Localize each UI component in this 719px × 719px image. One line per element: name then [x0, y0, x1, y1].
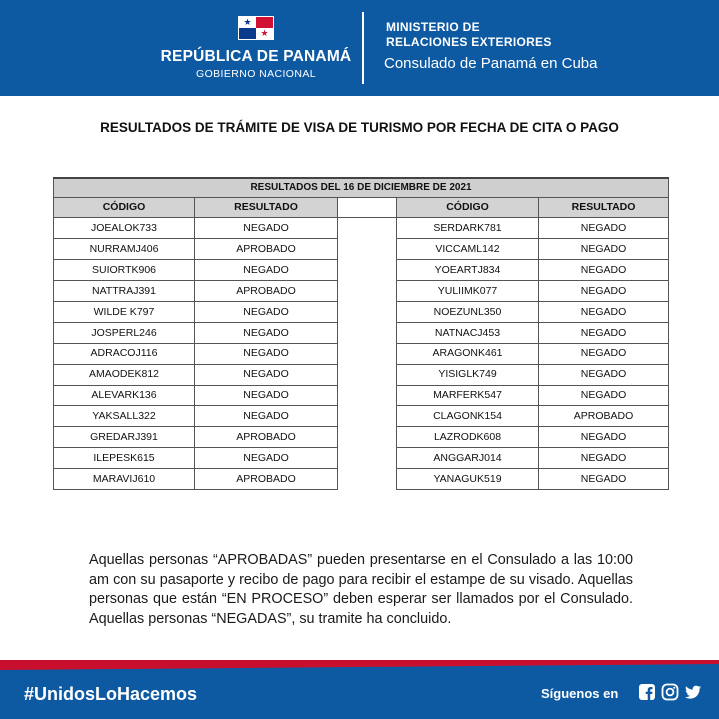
- gap-cell: [338, 469, 397, 490]
- consulate-name: Consulado de Panamá en Cuba: [384, 55, 598, 72]
- code-right-cell: MARFERK547: [397, 385, 539, 406]
- table-row: [54, 301, 669, 322]
- result-right-cell: NEGADO: [539, 448, 669, 469]
- result-left-cell: APROBADO: [195, 239, 338, 260]
- code-right-cell: ANGGARJ014: [397, 448, 539, 469]
- result-left-cell: APROBADO: [195, 427, 338, 448]
- code-right-cell: VICCAML142: [397, 239, 539, 260]
- result-right-cell: NEGADO: [539, 322, 669, 343]
- table-row: [54, 427, 669, 448]
- code-right-cell: NATNACJ453: [397, 322, 539, 343]
- gap-cell: [338, 364, 397, 385]
- page-title: RESULTADOS DE TRÁMITE DE VISA DE TURISMO POR FECHA DE CITA O PAGO: [100, 120, 619, 135]
- result-left-cell: NEGADO: [195, 301, 338, 322]
- code-right-cell: YISIGLK749: [397, 364, 539, 385]
- government-label: GOBIERNO NACIONAL: [196, 68, 316, 80]
- result-left-cell: NEGADO: [195, 385, 338, 406]
- republic-name: REPÚBLICA DE PANAMÁ: [160, 48, 352, 65]
- result-left-cell: NEGADO: [195, 406, 338, 427]
- table-row: [54, 469, 669, 490]
- table-row: [54, 260, 669, 281]
- code-right-cell: CLAGONK154: [397, 406, 539, 427]
- code-left-cell: SUIORTK906: [54, 260, 195, 281]
- result-right-cell: NEGADO: [539, 427, 669, 448]
- result-right-cell: NEGADO: [539, 364, 669, 385]
- result-left-cell: NEGADO: [195, 322, 338, 343]
- table-row: [54, 385, 669, 406]
- hashtag: #UnidosLoHacemos: [24, 684, 198, 704]
- header-code-left: CÓDIGO: [54, 197, 195, 218]
- gap-cell: [338, 301, 397, 322]
- code-right-cell: YULIIMK077: [397, 281, 539, 302]
- result-left-cell: NEGADO: [195, 364, 338, 385]
- result-left-cell: NEGADO: [195, 343, 338, 364]
- code-right-cell: YOEARTJ834: [397, 260, 539, 281]
- result-left-cell: NEGADO: [195, 448, 338, 469]
- header-gap: [338, 197, 397, 218]
- results-table: [53, 177, 669, 490]
- instructions-text: Aquellas personas “APROBADAS” pueden presentarse en el Consulado a las 10:00 am con su pasaporte y recibo de pago para recibir el estampe de su visado. Aquellas personas que están “EN PROCESO” deben esperar ser llamados por el Consulado. Aquellas personas “NEGADAS”, su tramite ha concluido.: [89, 552, 633, 627]
- result-right-cell: NEGADO: [539, 301, 669, 322]
- table-row: [54, 364, 669, 385]
- code-left-cell: ADRACOJ116: [54, 343, 195, 364]
- result-left-cell: APROBADO: [195, 281, 338, 302]
- result-right-cell: NEGADO: [539, 343, 669, 364]
- result-left-cell: NEGADO: [195, 218, 338, 239]
- result-right-cell: NEGADO: [539, 281, 669, 302]
- ministry-line-1: MINISTERIO DE: [386, 20, 480, 34]
- gap-cell: [338, 385, 397, 406]
- facebook-icon[interactable]: [638, 683, 656, 701]
- table-row: [54, 281, 669, 302]
- table-header-row: [54, 197, 669, 218]
- result-right-cell: NEGADO: [539, 469, 669, 490]
- code-left-cell: NATTRAJ391: [54, 281, 195, 302]
- result-left-cell: NEGADO: [195, 260, 338, 281]
- result-right-cell: NEGADO: [539, 218, 669, 239]
- gap-cell: [338, 281, 397, 302]
- table-row: [54, 343, 669, 364]
- table-row: [54, 218, 669, 239]
- follow-us-label: Síguenos en: [541, 686, 619, 701]
- gap-cell: [338, 406, 397, 427]
- instagram-icon[interactable]: [661, 683, 679, 701]
- table-row: [54, 239, 669, 260]
- gap-cell: [338, 427, 397, 448]
- code-left-cell: MARAVIJ610: [54, 469, 195, 490]
- code-right-cell: NOEZUNL350: [397, 301, 539, 322]
- header-banner: [0, 0, 719, 96]
- code-right-cell: SERDARK781: [397, 218, 539, 239]
- results-date: RESULTADOS DEL 16 DE DICIEMBRE DE 2021: [54, 178, 669, 197]
- code-left-cell: JOEALOK733: [54, 218, 195, 239]
- header-code-right: CÓDIGO: [397, 197, 539, 218]
- header-result-left: RESULTADO: [195, 197, 338, 218]
- twitter-icon[interactable]: [684, 683, 702, 701]
- gap-cell: [338, 239, 397, 260]
- code-left-cell: NURRAMJ406: [54, 239, 195, 260]
- table-row: [54, 406, 669, 427]
- table-row: [54, 322, 669, 343]
- results-date-row: [54, 178, 669, 197]
- gap-cell: [338, 260, 397, 281]
- result-right-cell: NEGADO: [539, 239, 669, 260]
- code-left-cell: JOSPERL246: [54, 322, 195, 343]
- footer-red-stripe: [0, 660, 719, 670]
- table-row: [54, 448, 669, 469]
- footer-banner: [0, 660, 719, 719]
- header-result-right: RESULTADO: [539, 197, 669, 218]
- gap-cell: [338, 448, 397, 469]
- code-right-cell: LAZRODK608: [397, 427, 539, 448]
- gap-cell: [338, 218, 397, 239]
- result-right-cell: NEGADO: [539, 260, 669, 281]
- code-left-cell: WILDE K797: [54, 301, 195, 322]
- code-left-cell: ALEVARK136: [54, 385, 195, 406]
- code-right-cell: YANAGUK519: [397, 469, 539, 490]
- code-left-cell: AMAODEK812: [54, 364, 195, 385]
- result-left-cell: APROBADO: [195, 469, 338, 490]
- panama-flag-icon: ★ ★: [238, 16, 274, 40]
- result-right-cell: NEGADO: [539, 385, 669, 406]
- header-divider: [362, 12, 364, 84]
- result-right-cell: APROBADO: [539, 406, 669, 427]
- gap-cell: [338, 343, 397, 364]
- code-left-cell: YAKSALL322: [54, 406, 195, 427]
- code-right-cell: ARAGONK461: [397, 343, 539, 364]
- code-left-cell: GREDARJ391: [54, 427, 195, 448]
- ministry-line-2: RELACIONES EXTERIORES: [386, 35, 552, 49]
- code-left-cell: ILEPESK615: [54, 448, 195, 469]
- gap-cell: [338, 322, 397, 343]
